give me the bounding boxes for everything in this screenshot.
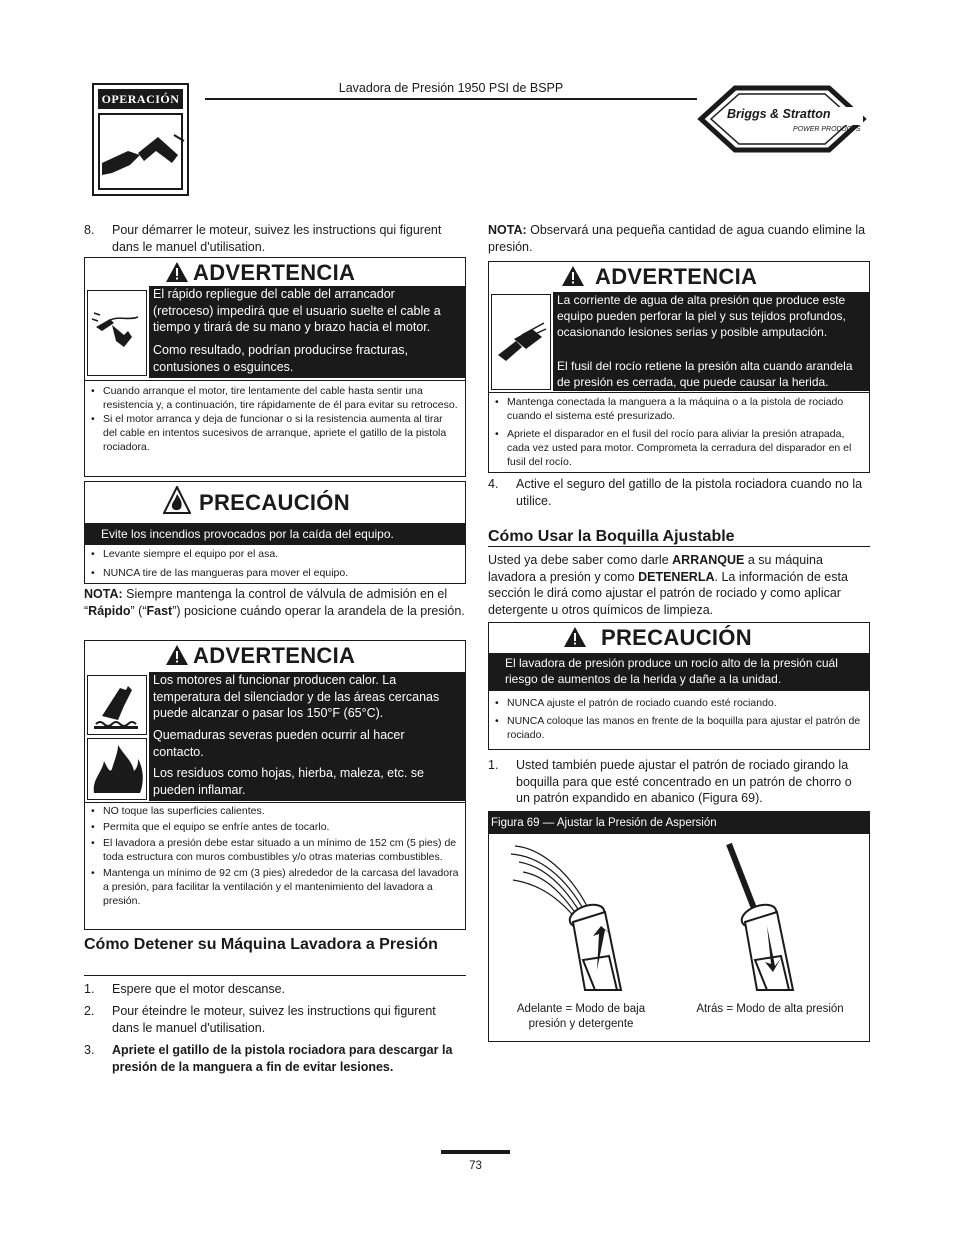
fire-warning-icon [163,486,191,514]
operation-badge [92,83,189,196]
page-number-bar [441,1150,510,1154]
warning-triangle-icon [165,644,189,666]
warning-box-heat [84,640,466,930]
fire-hazard-icon [87,738,147,800]
figure-69 [488,811,870,1042]
warning-box-injection [488,261,870,473]
hand-lever-icon [98,113,183,190]
operation-badge-label: OPERACIÓN [98,89,183,109]
page-number: 73 [469,1160,482,1172]
header-rule [205,98,697,100]
caution-message-band: Evite los incendios provocados por la caída del equipo. [85,523,465,545]
nozzle-low-pressure-illustration [509,840,659,1000]
warning-title: ADVERTENCIA [193,260,356,285]
warning-title: ADVERTENCIA [595,264,758,289]
section-rule [84,975,466,976]
caution-title: PRECAUCIÓN [601,625,752,650]
spray-injection-icon [491,294,551,390]
warning-message-band: El rápido repliegue del cable del arrancador (retroceso) impedirá que el usuario suelte el cable a tiempo y tirará de su mano y brazo hacia el motor. Como resultado, podrían producirse fracturas, contusiones o esguinces. [149,286,465,378]
warning-box-recoil [84,257,466,477]
section-heading-nozzle: Cómo Usar la Boquilla Ajustable [488,528,735,545]
section-heading-stop: Cómo Detener su Máquina Lavadora a Presión [84,936,438,953]
caution-title: PRECAUCIÓN [199,490,350,515]
warning-bullets: • NO toque las superficies calientes. • Permita que el equipo se enfríe antes de tocarlo. • El lavadora a presión debe estar situado a un mínimo de 152 cm (5 pies) de toda estructura con muros combustibles y/o otras materias combustibles. • Mantenga un mínimo de 92 cm (3 pies) alrededor de la carcasa del lavadora a presión, para facilitar la ventilación y el mantenimiento del lavadora a presión. [89,804,459,908]
warning-triangle-icon [563,626,587,648]
nozzle-intro: Usted ya debe saber como darle ARRANQUE a su máquina lavadora a presión y como DETENERLA. La información de esta sección le dirá como ajustar el patrón de rociado y como aplicar detergente u otros químicos de limpieza. [488,553,848,617]
warning-triangle-icon [561,265,585,287]
hot-surface-icon [87,675,147,735]
caution-box-spray [488,622,870,750]
warning-triangle-icon [165,261,189,283]
warning-bullets: • Cuando arranque el motor, tire lentamente del cable hasta sentir una resistencia y, a continuación, tire rápidamente de él para evitar su retroceso. • Si el motor arranca y deja de funcionar o si la resistencia aumenta al tirar del cable en intentos sucesivos de arranque, apriete el gatillo de la pistola rociadora. [89,384,459,454]
logo-sub: POWER PRODUCTS [793,126,861,133]
briggs-stratton-logo [697,84,867,154]
figure-label-high-pressure: Atrás = Modo de alta presión [696,1003,844,1015]
caution-box-tipping [84,481,466,584]
caution-bullets: • NUNCA ajuste el patrón de rociado cuando esté rociando. • NUNCA coloque las manos en frente de la boquilla para ajustar el patrón de rociado. [493,696,863,742]
warning-message-band: Los motores al funcionar producen calor. La temperatura del silenciador y de las áreas cercanas puede alcanzar o pasar los 150°F (65°C). Quemaduras severas pueden ocurrir al hacer contacto. Los residuos como hojas, hierba, maleza, etc. se pueden inflamar. [149,672,465,801]
figure-label-low-pressure: Adelante = Modo de baja presión y detergente [516,1003,646,1030]
logo-brand: Briggs & Stratton [727,107,831,121]
nota-fast: NOTA: Siempre mantenga la control de válvula de admisión en el “Rápido” (“Fast”) posicione cuándo operar la arandela de la presión. [84,587,465,618]
nozzle-high-pressure-illustration [709,840,829,1000]
hand-pulled-cord-icon [87,290,147,376]
caution-message-band: El lavadora de presión produce un rocío alto de la presión cuál riesgo de aumentos de la herida y dañe a la unidad. [489,653,869,691]
warning-bullets: • Mantenga conectada la manguera a la máquina o a la pistola de rociado cuando el sistema esté presurizado. • Apriete el disparador en el fusil del rocío para aliviar la presión atrapada, cada vez usted para motor. Comprometa la cerradura del disparador en el fusil del rocío. [493,395,863,469]
section-rule [488,546,870,547]
caution-bullets: • Levante siempre el equipo por el asa. • NUNCA tire de las mangueras para mover el equipo. [89,547,459,580]
figure-caption: Figura 69 — Ajustar la Presión de Aspersión [489,812,869,834]
warning-message-band: La corriente de agua de alta presión que produce este equipo pueden perforar la piel y sus tejidos profundos, ocasionando lesiones serias y posible amputación. El fusil del rocío retiene la presión alta cuando arandela de presión es cerrada, que puede causar la herida. [553,292,869,391]
header-title: Lavadora de Presión 1950 PSI de BSPP [338,81,564,95]
nota-water: NOTA: Observará una pequeña cantidad de agua cuando elimine la presión. [488,223,866,254]
warning-title: ADVERTENCIA [193,643,356,668]
